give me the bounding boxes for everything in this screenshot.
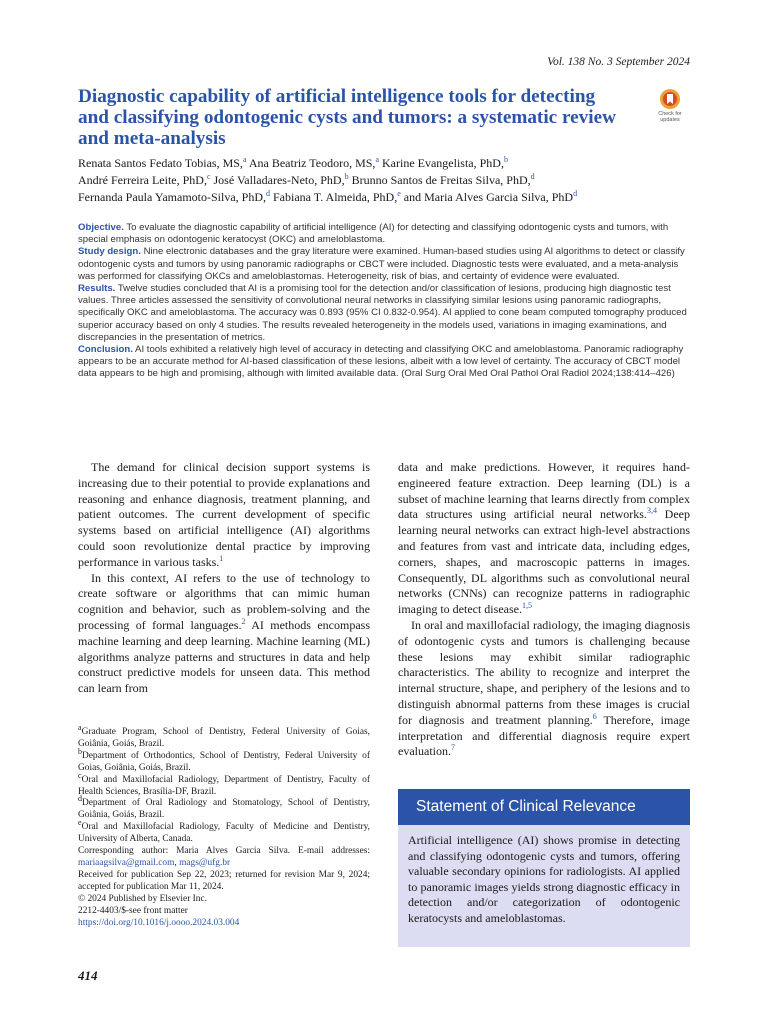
abstract-conclusion [78,344,692,381]
affiliation-text: Oral and Maxillofacial Radiology, Department of Dentistry, Faculty of Health Sciences, Brasília-DF, Brazil. [78,774,370,797]
body-paragraph [78,571,370,697]
body-text-run: Deep learning neural networks can extract high-level abstractions and features from vast and intricate data, including edges, corners, shapes, and macroscopic patterns in images. Consequently, DL algorithms such as convolutional neural networks (CNNs) can recognize patterns in radiographic imaging to detect disease. [398,507,690,617]
objective-label: Objective. [78,222,124,233]
body-paragraph [398,460,690,618]
article-title: Diagnostic capability of artificial intelligence tools for detecting and classifying odontogenic cysts and tumors: a systematic review and meta-analysis [78,86,616,149]
clinical-relevance-text: Artificial intelligence (AI) shows promise in detecting and classifying odontogenic cysts and tumors, offering valuable secondary opinions for radiologists. AI applied to panoramic images yields strong diagnostic efficacy in detection and/or categorization of odontogenic keratocysts and ameloblastomas. [398,825,690,947]
body-text-run: In this context, AI refers to the use of technology to create software or algorithms that can mimic human cognition and behavior, such as problem-solving and the processing of formal languages. [78,570,370,632]
body-text-run: Therefore, image interpretation and differential diagnosis require expert evaluation. [398,712,690,759]
received-dates: Received for publication Sep 22, 2023; returned for revision Mar 9, 2024; accepted for publication Mar 11, 2024. [78,869,370,892]
check-for-updates-badge[interactable] [651,88,689,126]
abstract-results [78,283,692,344]
badge-label [651,111,689,123]
body-text-run: AI methods encompass machine learning and deep learning. Machine learning (ML) algorithms analyze patterns and structures in data and help construct predictive models for unseen data. This method can learn from [78,617,370,696]
author-7-affiliation[interactable]: d [266,189,270,198]
copyright: © 2024 Published by Elsevier Inc. [78,893,207,904]
author-9: and Maria Alves Garcia Silva, PhD [403,190,574,204]
abstract-design [78,246,692,283]
check-for-updates-icon [651,88,689,112]
body-column-left [78,460,370,697]
clinical-relevance-box [398,789,690,947]
footnotes [78,722,370,929]
author-list [78,155,698,206]
affiliation-text: Department of Orthodontics, School of Dentistry, Federal University of Goias, Goiânia, Goiás, Brazil. [78,750,370,773]
email-link-1[interactable]: mariaagsilva@gmail.com [78,857,175,868]
conclusion-text: AI tools exhibited a relatively high level of accuracy in detecting and classifying OKC and ameloblastoma. Panoramic radiography appears to be an accurate method for AI-based classification of these lesions, albeit with a low level of certainty. The accuracy of CBCT model data appears to be high and promising, although with limited available data. (Oral Surg Oral Med Oral Pathol Oral Radiol 2024;138:414–426) [78,344,684,380]
abstract [78,222,692,381]
body-column-right [398,460,690,760]
abstract-objective [78,222,692,246]
affiliation-mark: d [78,794,82,804]
affiliation-c [78,770,370,799]
design-label: Study design. [78,246,141,258]
badge-label-line1: Check for [658,111,682,117]
author-8-affiliation[interactable]: e [397,189,401,198]
objective-text: To evaluate the diagnostic capability of artificial intelligence (AI) for detecting and classifying odontogenic cysts and tumors, with special emphasis on odontogenic keratocyst (OKC) and ameloblastoma. [78,222,669,246]
citation-ref[interactable]: 6 [592,711,597,721]
issn: 2212-4403/$-see front matter [78,905,188,916]
email-link-2[interactable]: mags@ufg.br [179,857,231,868]
affiliation-mark: c [78,770,82,780]
email-separator: , [174,857,180,868]
affiliation-text: Department of Oral Radiology and Stomatology, School of Dentistry, Goiânia, Goiás, Brazil. [78,798,370,821]
results-label: Results. [78,283,116,295]
affiliation-a [78,722,370,751]
citation-ref[interactable]: 1 [219,553,224,563]
author-7: Fernanda Paula Yamamoto-Silva, PhD, [78,190,266,204]
badge-label-line2: updates [660,117,680,123]
affiliation-mark: b [78,746,82,756]
page-number: 414 [78,968,98,983]
author-9-affiliation[interactable]: d [573,189,578,198]
body-text-run: In oral and maxillofacial radiology, the imaging diagnosis of odontogenic cysts and tumors is challenging because these lesions may exhibit similar radiographic characteristics. The ability to recognize and interpret the internal structure, shape, and periphery of the lesions and to distinguish abnormal patterns from these images is crucial for diagnosis and treatment planning. [398,617,690,727]
author-8: Fabiana T. Almeida, PhD, [273,190,398,204]
affiliation-mark: a [78,722,82,732]
author-3-affiliation[interactable]: b [503,155,508,164]
journal-issue: Vol. 138 No. 3 September 2024 [547,56,690,68]
results-text: Twelve studies concluded that AI is a promising tool for the detection and/or classification of lesions, producing high diagnostic test values. Three articles assessed the sensitivity of convolutional neural networks in classifying similar lesions using panoramic radiographs, specifically OKC and ameloblastoma. The accuracy was 0.893 (95% CI 0.832-0.954). AI applied to cone beam computed tomography produced superior accuracy based on only 4 studies. The results revealed heterogeneity in the models used, variations in imaging examinations, and discrepancies in the presentation of metrics. [78,283,687,343]
affiliation-e [78,818,370,846]
author-1-affiliation[interactable]: a [242,155,247,164]
author-2-affiliation[interactable]: a [375,155,379,164]
body-paragraph [78,460,370,571]
citation-ref[interactable]: 3,4 [646,506,657,516]
corresponding-author [78,846,370,870]
conclusion-label: Conclusion. [78,344,133,356]
author-5-affiliation[interactable]: b [344,172,349,181]
affiliation-b [78,746,370,775]
body-paragraph [398,618,690,760]
author-4: André Ferreira Leite, PhD, [78,173,207,187]
design-text: Nine electronic databases and the gray literature were examined. Human-based studies using AI algorithms to detect or classify odontogenic cysts and tumors by using panoramic radiographs or CBCT were included. Diagnostic tests were evaluated, and a meta-analysis was performed for classifying OKCs and ameloblastomas. Heterogeneity, risk of bias, and certainty of evidence were evaluated. [78,246,685,282]
citation-ref[interactable]: 7 [450,743,455,753]
author-1: Renata Santos Fedato Tobias, MS, [78,156,243,170]
author-6: Brunno Santos de Freitas Silva, PhD, [351,173,531,187]
doi-link[interactable]: https://doi.org/10.1016/j.oooo.2024.03.004 [78,917,240,928]
author-5: José Valladares-Neto, PhD, [213,173,345,187]
author-6-affiliation[interactable]: d [530,172,535,181]
body-text-run: The demand for clinical decision support systems is increasing due to their potential to provide explanations and reasoning and enhance diagnosis, treatment planning, and patient outcomes. The current development of specific systems based on artificial intelligence (AI) algorithms could soon revolutionize dental practice by improving performance in various tasks. [78,460,370,569]
citation-ref[interactable]: 1,5 [521,601,532,611]
citation-ref[interactable]: 2 [241,616,246,626]
clinical-relevance-heading: Statement of Clinical Relevance [398,789,690,825]
affiliation-d [78,794,370,822]
author-3: Karine Evangelista, PhD, [382,156,504,170]
author-2: Ana Beatriz Teodoro, MS, [248,156,376,170]
affiliation-mark: e [78,818,82,828]
affiliation-text: Oral and Maxillofacial Radiology, Faculty of Medicine and Dentistry, University of Alberta, Canada. [78,822,370,845]
affiliation-text: Graduate Program, School of Dentistry, Federal University of Goias, Goiânia, Goiás, Brazil. [78,727,370,749]
author-4-affiliation[interactable]: c [206,172,211,181]
corresponding-prefix: Corresponding author: Maria Alves Garcia Silva. E-mail addresses: [78,846,370,857]
body-text-run: data and make predictions. However, it requires hand-engineered feature extraction. Deep learning (DL) is a subset of machine learning that learns directly from complex data structures using artificial neural networks. [398,460,690,522]
